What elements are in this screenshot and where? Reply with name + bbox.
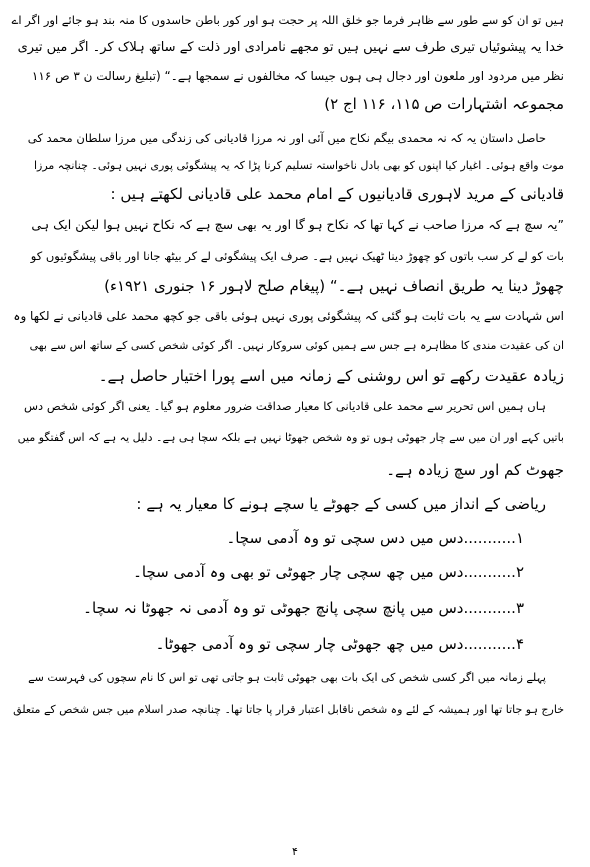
quote-line: بات کو لے کر سب باتوں کو چھوڑ دینا ٹھیک نہیں ہے۔ صرف ایک پیشگوئی لے کر بیٹھ جانا اور باقی پیشگوئیوں کو bbox=[30, 249, 564, 263]
text-line: ہاں ہمیں اس تحریر سے محمد علی قادیانی کا معیار صداقت ضرور معلوم ہو گیا۔ یعنی اگر کوئی شخص دس bbox=[24, 399, 546, 413]
list-item: ۴...........دس میں چھ جھوٹی چار سچی تو وہ آدمی جھوٹا۔ bbox=[155, 635, 524, 653]
text-line: پہلے زمانہ میں اگر کسی شخص کی ایک بات بھی جھوٹی ثابت ہو جاتی تھی تو اس کا نام سچوں کی فہرست سے bbox=[28, 671, 546, 684]
text-line: قادیانی کے مرید لاہوری قادیانیوں کے امام محمد علی قادیانی لکھتے ہیں : bbox=[110, 185, 564, 203]
text-line: موت واقع ہوئی۔ اغیار کیا اپنوں کو بھی بادل ناخواستہ تسلیم کرنا پڑا کہ یہ پیشگوئی پوری نہیں ہوئی۔ چنانچہ مرزا bbox=[33, 159, 564, 172]
text-line: جھوٹ کم اور سچ زیادہ ہے۔ bbox=[386, 461, 564, 479]
text-line: خارج ہو جاتا تھا اور ہمیشہ کے لئے وہ شخص ناقابل اعتبار قرار پا جاتا تھا۔ چنانچہ صدر اسلام میں جس شخص کے متعلق bbox=[13, 703, 564, 716]
page-number: ۴ bbox=[292, 845, 298, 858]
list-item: ۳...........دس میں پانچ سچی پانچ جھوٹی تو وہ آدمی نہ جھوٹا نہ سچا۔ bbox=[83, 599, 524, 617]
list-item: ۲...........دس میں چھ سچی چار جھوٹی تو بھی وہ آدمی سچا۔ bbox=[133, 563, 524, 581]
text-line: خدا یہ پیشوئیاں تیری طرف سے نہیں ہیں تو مجھے نامرادی اور ذلت کے ساتھ ہلاک کر۔ اگر میں تیری bbox=[17, 40, 564, 55]
text-line: زیادہ عقیدت رکھے تو اس روشنی کے زمانہ میں اسے پورا اختیار حاصل ہے۔ bbox=[98, 367, 564, 385]
list-item: ۱...........دس میں دس سچی تو وہ آدمی سچا۔ bbox=[226, 529, 524, 547]
text-line: حاصل داستان یہ کہ نہ محمدی بیگم نکاح میں آئی اور نہ مرزا قادیانی کی زندگی میں مرزا سلطان محمد کی bbox=[27, 131, 546, 145]
list-intro: ریاضی کے انداز میں کسی کے جھوٹے یا سچے ہونے کا معیار یہ ہے : bbox=[136, 495, 546, 513]
text-line: اس شہادت سے یہ بات ثابت ہو گئی کہ پیشگوئی پوری نہیں ہوئی باقی جو کچھ محمد علی قادیانی نے لکھا وہ bbox=[13, 309, 564, 323]
text-line: ہیں تو ان کو سے طور سے ظاہر فرما جو خلق اللہ پر حجت ہو اور کور باطن حاسدوں کا منہ بند ہو جائے اور اگر اے bbox=[11, 13, 564, 27]
reference-line: مجموعہ اشتہارات ص ۱۱۵، ۱۱۶ اج ۲) bbox=[324, 95, 564, 113]
text-line: باتیں کہے اور ان میں سے چار جھوٹی ہوں تو وہ شخص جھوٹا نہیں ہے بلکہ سچا ہی ہے۔ دلیل یہ ہے کہ اس گفتگو میں bbox=[17, 431, 564, 444]
text-line: نظر میں مردود اور ملعون اور دجال ہی ہوں جیسا کہ مخالفوں نے سمجھا ہے۔“ (تبلیغ رسالت ن ۳ ص ۱۱۶ bbox=[31, 69, 564, 83]
quote-line: ”یہ سچ ہے کہ مرزا صاحب نے کہا تھا کہ نکاح ہو گا اور یہ بھی سچ ہے کہ نکاح نہیں ہوا لیکن ایک ہی bbox=[31, 217, 564, 232]
quote-line: چھوڑ دینا یہ طریق انصاف نہیں ہے۔“ (پیغام صلح لاہور ۱۶ جنوری ۱۹۲۱ء) bbox=[104, 277, 564, 295]
text-line: ان کی عقیدت مندی کا مظاہرہ ہے جس سے ہمیں کوئی سروکار نہیں۔ اگر کوئی شخص کسی کے ساتھ اس سے بھی bbox=[29, 339, 564, 352]
